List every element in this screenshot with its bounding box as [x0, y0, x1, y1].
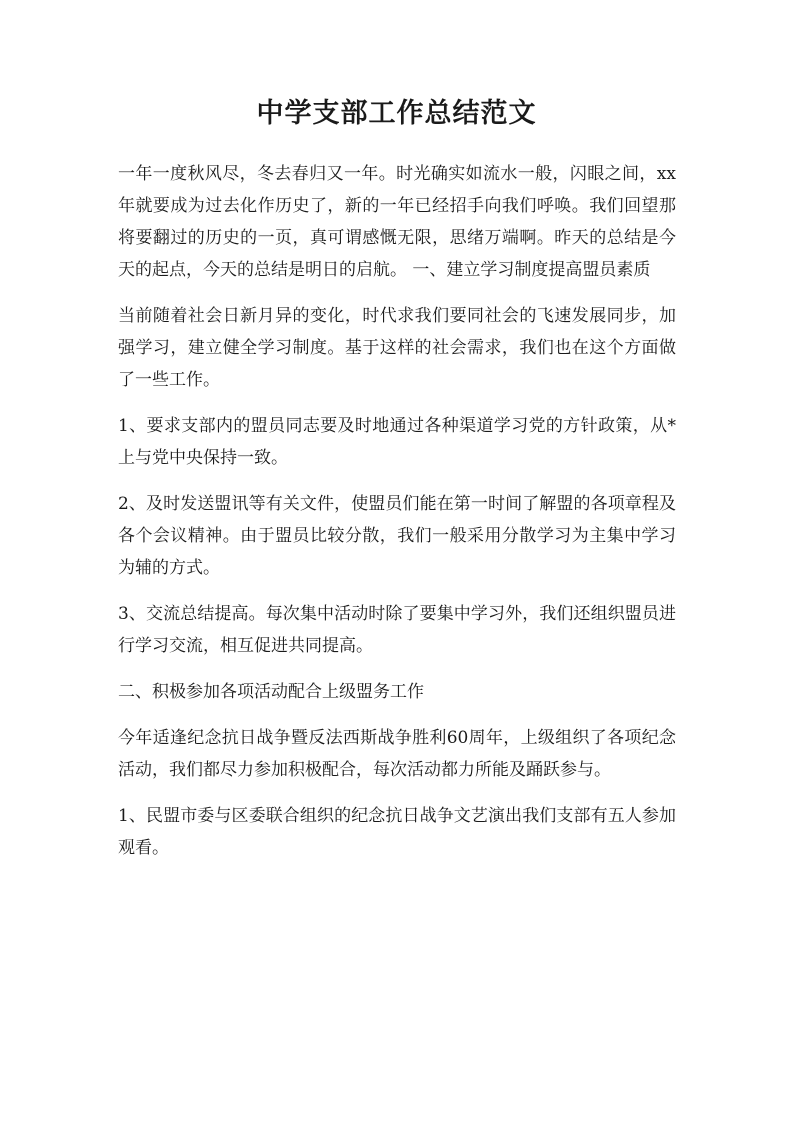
- paragraph-study-item-1: 1、要求支部内的盟员同志要及时地通过各种渠道学习党的方针政策，从*上与党中央保持一致。: [118, 416, 676, 468]
- document-body: [118, 158, 676, 878]
- paragraph-study-item-3: 3、交流总结提高。每次集中活动时除了要集中学习外，我们还组织盟员进行学习交流，相互促进共同提高。: [118, 604, 676, 656]
- paragraph-study-context: 当前随着社会日新月异的变化，时代求我们要同社会的飞速发展同步，加强学习，建立健全学习制度。基于这样的社会需求，我们也在这个方面做了一些工作。: [118, 306, 676, 390]
- paragraph-activities-item-1: 1、民盟市委与区委联合组织的纪念抗日战争文艺演出我们支部有五人参加观看。: [118, 806, 676, 858]
- paragraph-activities-context: 今年适逢纪念抗日战争暨反法西斯战争胜利60周年，上级组织了各项纪念活动，我们都尽力参加积极配合，每次活动都力所能及踊跃参与。: [118, 728, 676, 780]
- document-title: 中学支部工作总结范文: [256, 98, 537, 129]
- section-heading-activities: 二、积极参加各项活动配合上级盟务工作: [118, 682, 424, 702]
- paragraph-intro: 一年一度秋风尽，冬去春归又一年。时光确实如流水一般，闪眼之间，xx年就要成为过去化作历史了，新的一年已经招手向我们呼唤。我们回望那将要翻过的历史的一页，真可谓感慨无限，思绪万端啊。昨天的总结是今天的起点，今天的总结是明日的启航。 一、建立学习制度提高盟员素质: [118, 164, 676, 280]
- paragraph-study-item-2: 2、及时发送盟讯等有关文件，使盟员们能在第一时间了解盟的各项章程及各个会议精神。由于盟员比较分散，我们一般采用分散学习为主集中学习为辅的方式。: [118, 494, 676, 578]
